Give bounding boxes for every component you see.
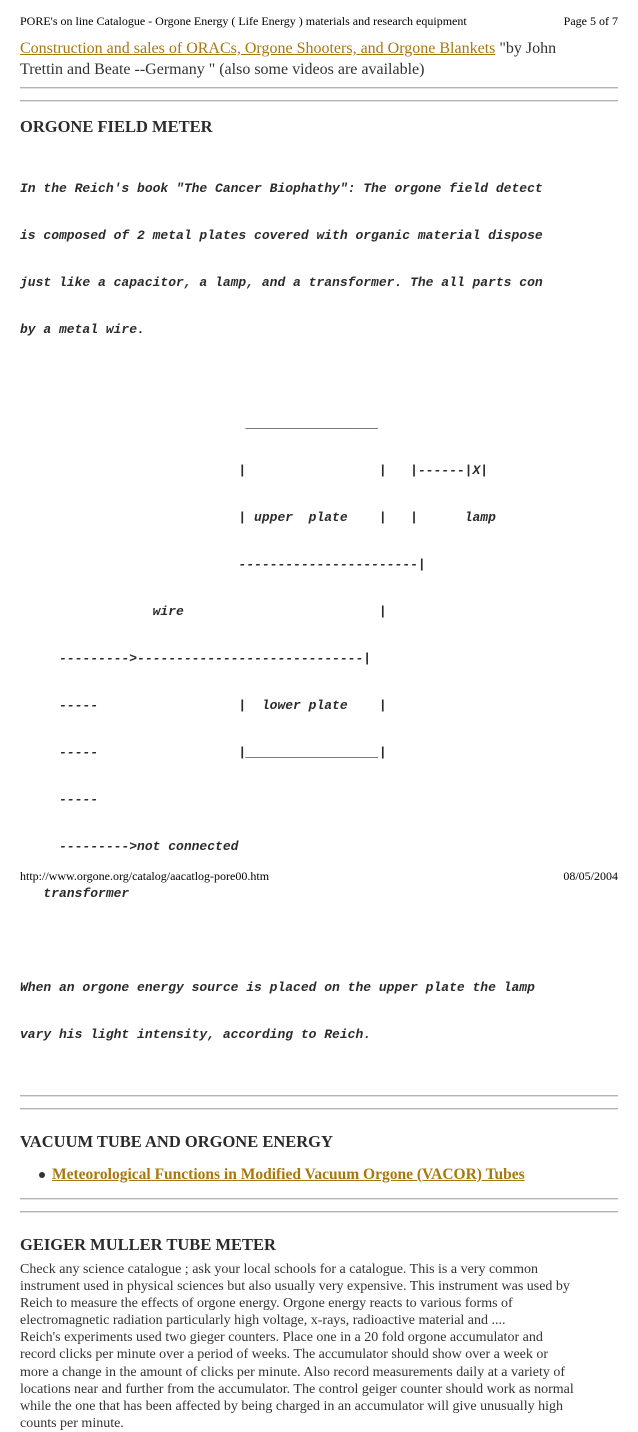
text-line: Reich's experiments used two gieger counters. Place one in a 20 fold orgone accumulator and: [20, 1330, 543, 1346]
divider-line: [20, 100, 618, 102]
text-line: counts per minute.: [20, 1415, 124, 1431]
vacor-tubes-link[interactable]: Meteorological Functions in Modified Vacuum Orgone (VACOR) Tubes: [52, 1166, 525, 1183]
orac-construction-link[interactable]: Construction and sales of ORACs, Orgone Shooters, and Orgone Blankets: [20, 40, 496, 57]
divider: [20, 1095, 618, 1110]
divider-line: [20, 1095, 618, 1097]
text-line: In the Reich's book "The Cancer Biophathy": The orgone field detect: [20, 181, 543, 196]
diagram-line: transformer: [20, 886, 130, 901]
page-content: [20, 38, 618, 1432]
page-number: Page 5 of 7: [563, 14, 618, 28]
print-header: [20, 14, 618, 30]
diagram-line: -----------------------|: [20, 557, 426, 572]
ascii-circuit-diagram: [20, 385, 618, 932]
divider: [20, 87, 618, 102]
intro-text-1: "by John: [495, 40, 557, 57]
footer-url: http://www.orgone.org/catalog/aacatlog-pore00.htm: [20, 869, 270, 883]
footer-date: 08/05/2004: [563, 869, 618, 883]
text-line: locations near and further from the accumulator. The control geiger counter should work as normal: [20, 1381, 574, 1397]
section-heading-vacuum-tube: VACUUM TUBE AND ORGONE ENERGY: [20, 1132, 333, 1151]
diagram-line: _________________: [20, 416, 379, 431]
field-meter-outro: [20, 949, 618, 1073]
diagram-line: -----: [20, 792, 99, 807]
print-footer: [20, 869, 618, 885]
divider-line: [20, 87, 618, 89]
diagram-line: ----- | lower plate |: [20, 698, 387, 713]
text-line: just like a capacitor, a lamp, and a transformer. The all parts con: [20, 275, 543, 290]
diagram-line: wire |: [20, 604, 387, 619]
section-heading-geiger: GEIGER MULLER TUBE METER: [20, 1235, 276, 1254]
section-heading-field-meter: ORGONE FIELD METER: [20, 117, 213, 136]
diagram-line: --------->-----------------------------|: [20, 651, 372, 666]
intro-paragraph: [20, 38, 618, 80]
text-line: When an orgone energy source is placed on the upper plate the lamp: [20, 980, 535, 995]
divider-line: [20, 1211, 618, 1213]
text-line: record clicks per minute over a period of weeks. The accumulator should show over a week or: [20, 1347, 549, 1363]
text-line: vary his light intensity, according to Reich.: [20, 1027, 372, 1042]
divider: [20, 1198, 618, 1213]
diagram-line: --------->not connected: [20, 839, 239, 854]
bullet-icon: [39, 1172, 45, 1178]
geiger-paragraph: [20, 1261, 618, 1432]
header-title: PORE's on line Catalogue - Orgone Energy ( Life Energy ) materials and research equipment: [20, 14, 467, 28]
text-line: Reich to measure the effects of orgone energy. Orgone energy reacts to various forms of: [20, 1296, 513, 1312]
text-line: by a metal wire.: [20, 322, 145, 337]
text-line: Check any science catalogue ; ask your local schools for a catalogue. This is a very common: [20, 1262, 538, 1277]
text-line: instrument used in physical sciences but also usually very expensive. This instrument was used by: [20, 1279, 570, 1295]
text-line: while the one that has been affected by being charged in an accumulator will give unusually high: [20, 1398, 563, 1414]
text-line: is composed of 2 metal plates covered with organic material dispose: [20, 228, 543, 243]
field-meter-intro: [20, 150, 618, 368]
text-line: more a change in the amount of clicks per minute. Also record measurements daily at a variety of: [20, 1364, 566, 1380]
intro-text-2: Trettin and Beate --Germany " (also some videos are available): [20, 61, 425, 78]
divider-line: [20, 1108, 618, 1110]
diagram-line: | | |------|X|: [20, 463, 489, 478]
text-line: electromagnetic radiation particularly high voltage, x-rays, radioactive material and ....: [20, 1313, 506, 1329]
diagram-line: | upper plate | | lamp: [20, 510, 496, 525]
diagram-line: ----- |_________________|: [20, 745, 387, 760]
list-item: [20, 1165, 618, 1185]
divider-line: [20, 1198, 618, 1200]
